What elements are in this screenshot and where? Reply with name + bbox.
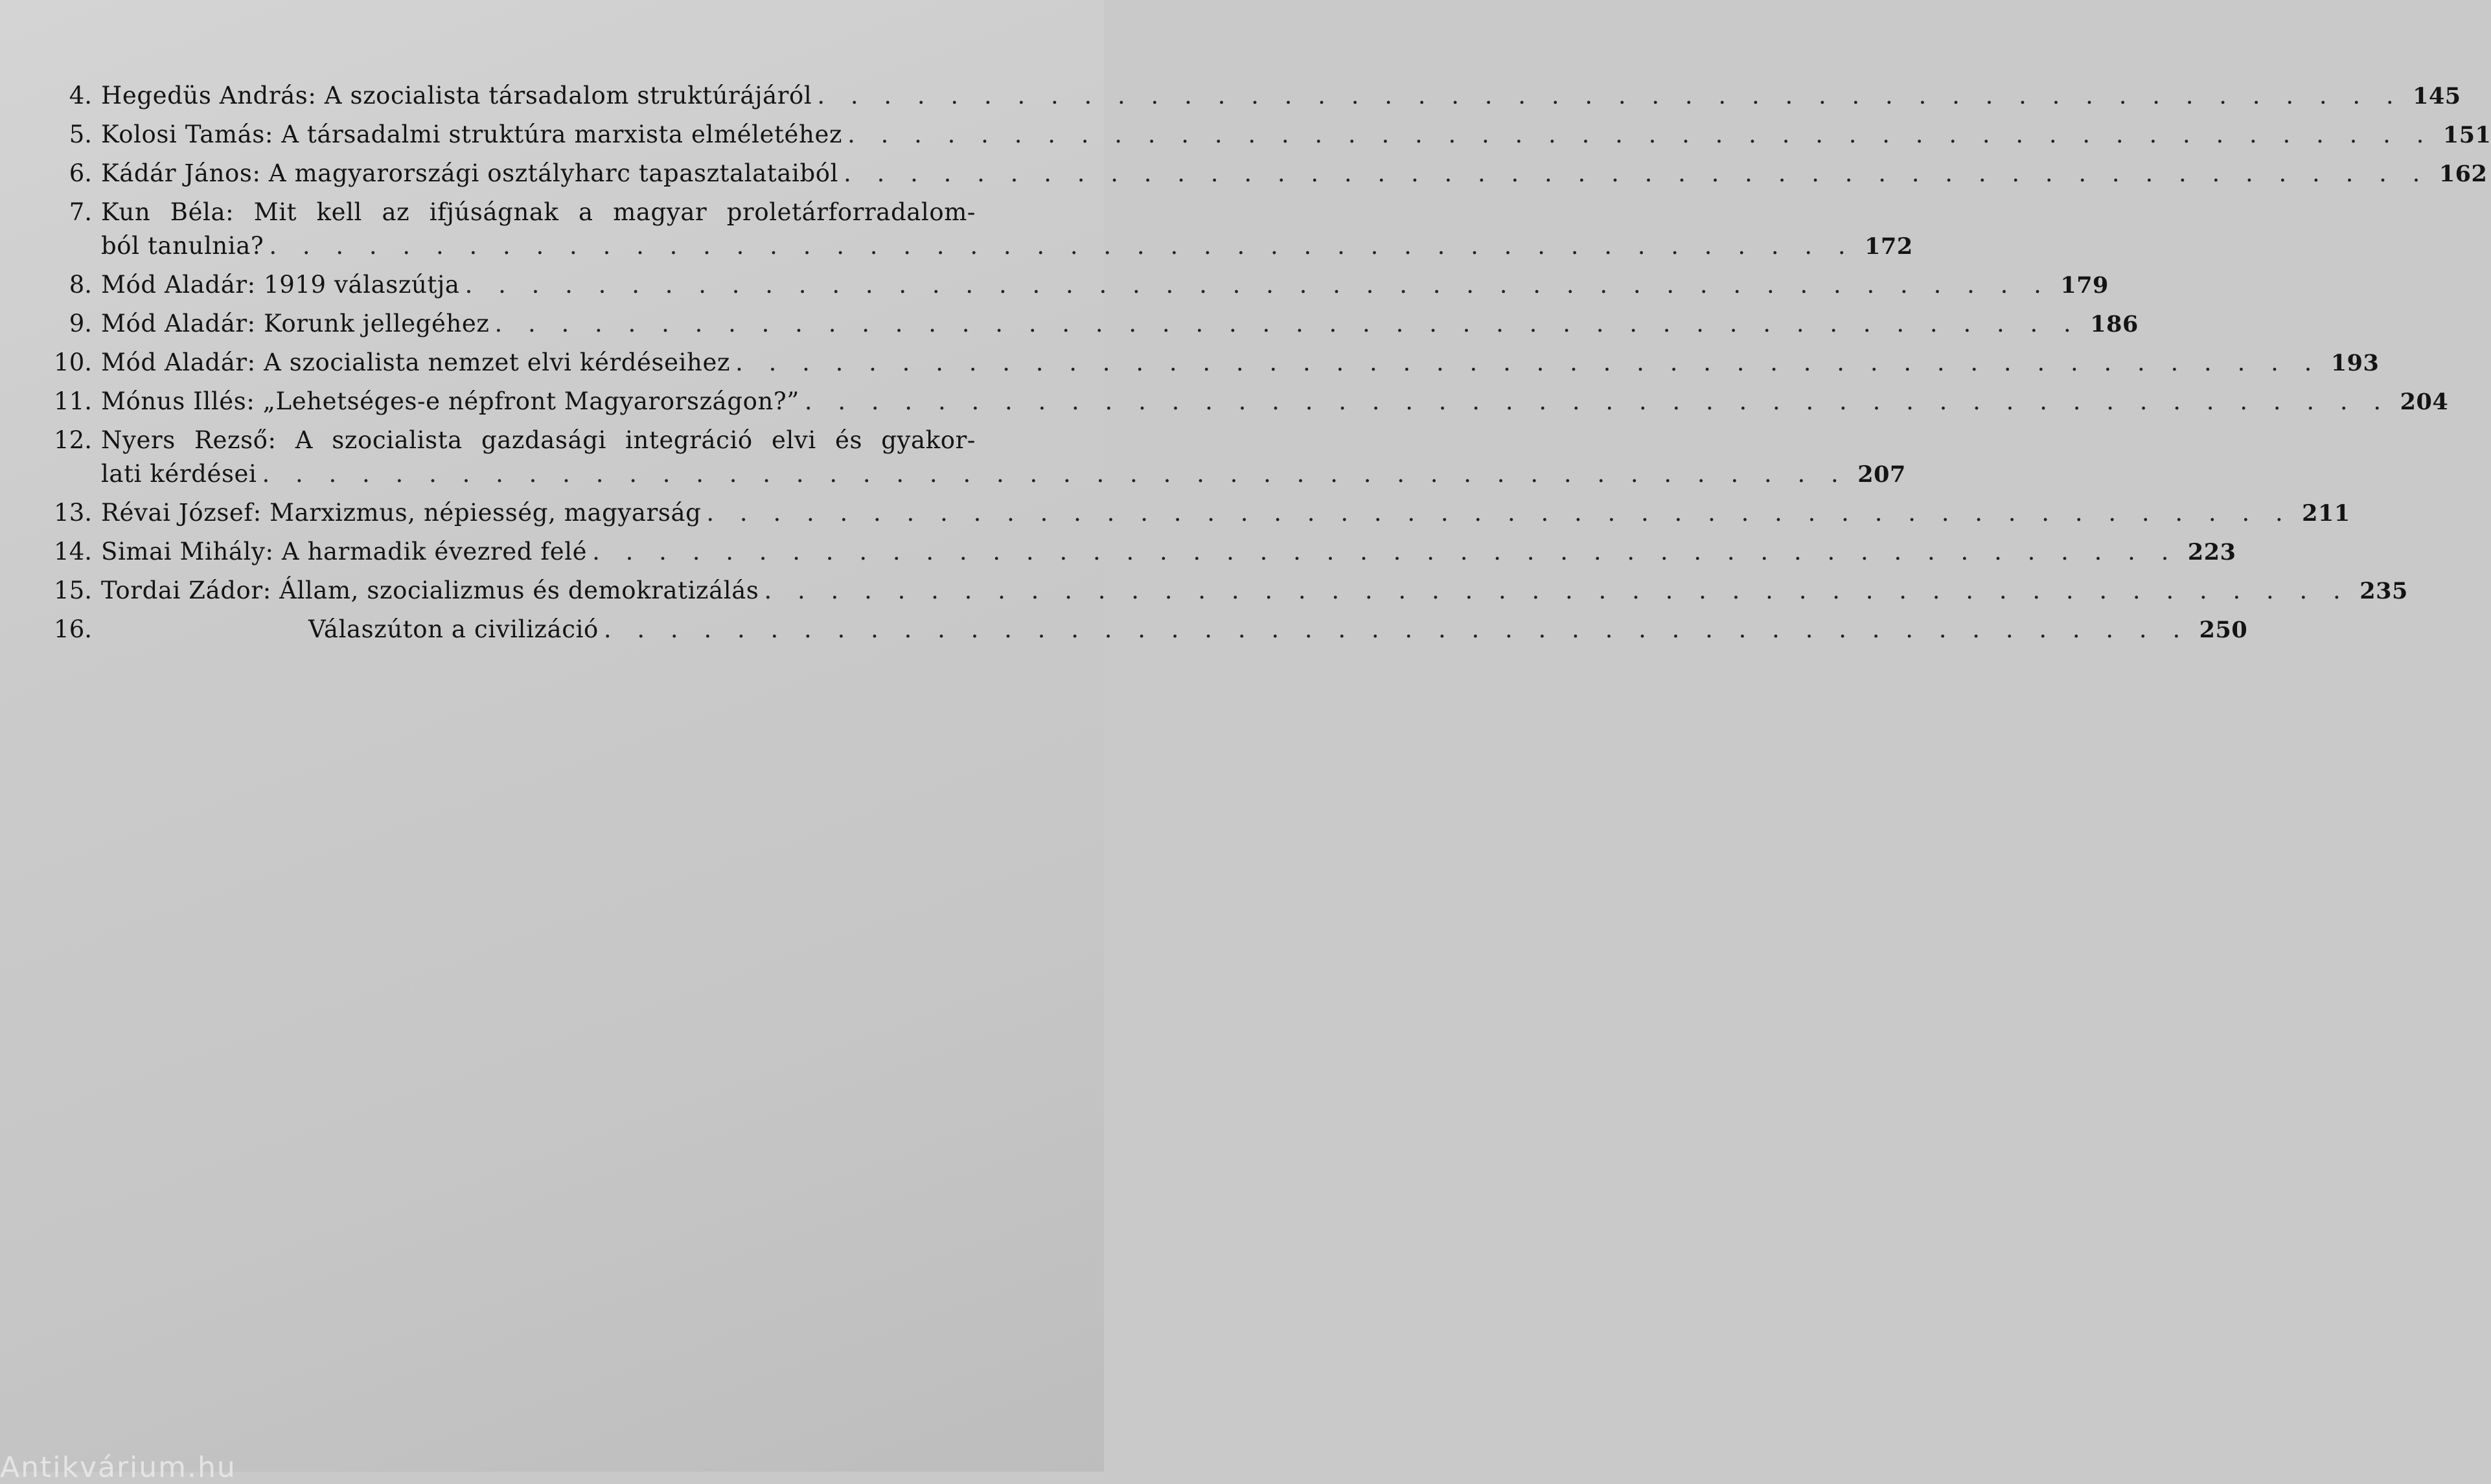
dot-leader bbox=[460, 266, 2050, 304]
toc-entry bbox=[45, 304, 2139, 343]
entry-title: Simai Mihály: A harmadik évezred felé bbox=[101, 538, 588, 565]
toc-entry bbox=[45, 532, 2236, 571]
entry-page: 179 bbox=[2060, 272, 2109, 299]
entry-number: 4. bbox=[69, 82, 92, 109]
entry-title: Mód Aladár: 1919 válaszútja bbox=[101, 271, 460, 299]
dot-leader bbox=[799, 382, 2390, 421]
entry-number: 13. bbox=[54, 499, 92, 527]
dot-leader bbox=[489, 304, 2080, 343]
entry-page: 172 bbox=[1865, 233, 1913, 260]
entry-title: Tordai Zádor: Állam, szocializmus és demokratizálás bbox=[101, 576, 759, 604]
entry-page: 235 bbox=[2359, 578, 2408, 604]
entry-number: 10. bbox=[54, 348, 92, 376]
dot-leader bbox=[812, 76, 2402, 115]
entry-number: 6. bbox=[69, 159, 92, 187]
entry-number: 12. bbox=[54, 426, 92, 454]
entry-title: Révai József: Marxizmus, népiesség, magyarság bbox=[101, 499, 702, 527]
dot-leader bbox=[842, 115, 2433, 154]
toc-entry bbox=[45, 154, 2488, 193]
toc-entry bbox=[45, 382, 2449, 421]
entry-number: 16. bbox=[54, 615, 92, 643]
entry-page: 145 bbox=[2413, 83, 2461, 109]
entry-title: Kádár János: A magyarországi osztályharc tapasztalataiból bbox=[101, 159, 839, 187]
entry-page: 151 bbox=[2442, 122, 2491, 148]
entry-page: 211 bbox=[2302, 500, 2350, 527]
dot-leader bbox=[264, 227, 1854, 266]
toc-entry bbox=[45, 610, 2248, 649]
entry-page: 207 bbox=[1857, 461, 1906, 488]
dot-leader bbox=[599, 610, 2189, 649]
entry-page: 186 bbox=[2090, 311, 2139, 337]
entry-title: Nyers Rezső: A szocialista gazdasági integráció elvi és gyakor- bbox=[101, 426, 976, 454]
entry-title-continued: lati kérdései bbox=[101, 460, 257, 488]
toc-entry bbox=[45, 421, 1906, 494]
dot-leader bbox=[701, 494, 2291, 532]
entry-number: 8. bbox=[69, 271, 92, 299]
toc-entry bbox=[45, 343, 2380, 382]
entry-title: Kolosi Tamás: A társadalmi struktúra marxista elméletéhez bbox=[101, 120, 843, 148]
entry-title: Hegedüs András: A szocialista társadalom struktúrájáról bbox=[101, 82, 812, 109]
entry-number: 14. bbox=[54, 538, 92, 565]
dot-leader bbox=[587, 532, 2177, 571]
dot-leader bbox=[759, 571, 2350, 610]
entry-page: 223 bbox=[2187, 539, 2236, 565]
entry-number: 5. bbox=[69, 120, 92, 148]
entry-page: 250 bbox=[2199, 617, 2248, 643]
toc-entry bbox=[45, 76, 2461, 115]
entry-title-continued: ból tanulnia? bbox=[101, 232, 264, 260]
entry-title: Mód Aladár: Korunk jellegéhez bbox=[101, 310, 490, 337]
entry-title: Mód Aladár: A szocialista nemzet elvi kérdéseihez bbox=[101, 348, 731, 376]
entry-number: 7. bbox=[69, 198, 92, 226]
entry-page: 193 bbox=[2330, 350, 2380, 376]
toc-entry bbox=[45, 193, 1913, 266]
toc-entry bbox=[45, 571, 2408, 610]
entry-title: Mónus Illés: „Lehetséges-e népfront Magyarországon?” bbox=[101, 387, 799, 415]
toc-entry bbox=[45, 115, 2491, 154]
entry-title: Válaszúton a civilizáció bbox=[308, 615, 599, 643]
toc-entry bbox=[45, 494, 2350, 532]
entry-title: Kun Béla: Mit kell az ifjúságnak a magyar proletárforradalom- bbox=[101, 198, 976, 226]
watermark: Antikvárium.hu bbox=[0, 1451, 236, 1484]
table-of-contents bbox=[45, 76, 2491, 649]
dot-leader bbox=[838, 154, 2429, 193]
toc-entry bbox=[45, 266, 2109, 304]
entry-number: 9. bbox=[69, 310, 92, 337]
entry-number: 11. bbox=[54, 387, 92, 415]
dot-leader bbox=[257, 455, 1847, 494]
entry-page: 162 bbox=[2439, 161, 2488, 187]
entry-number: 15. bbox=[54, 576, 92, 604]
entry-page: 204 bbox=[2400, 389, 2449, 415]
dot-leader bbox=[730, 343, 2321, 382]
